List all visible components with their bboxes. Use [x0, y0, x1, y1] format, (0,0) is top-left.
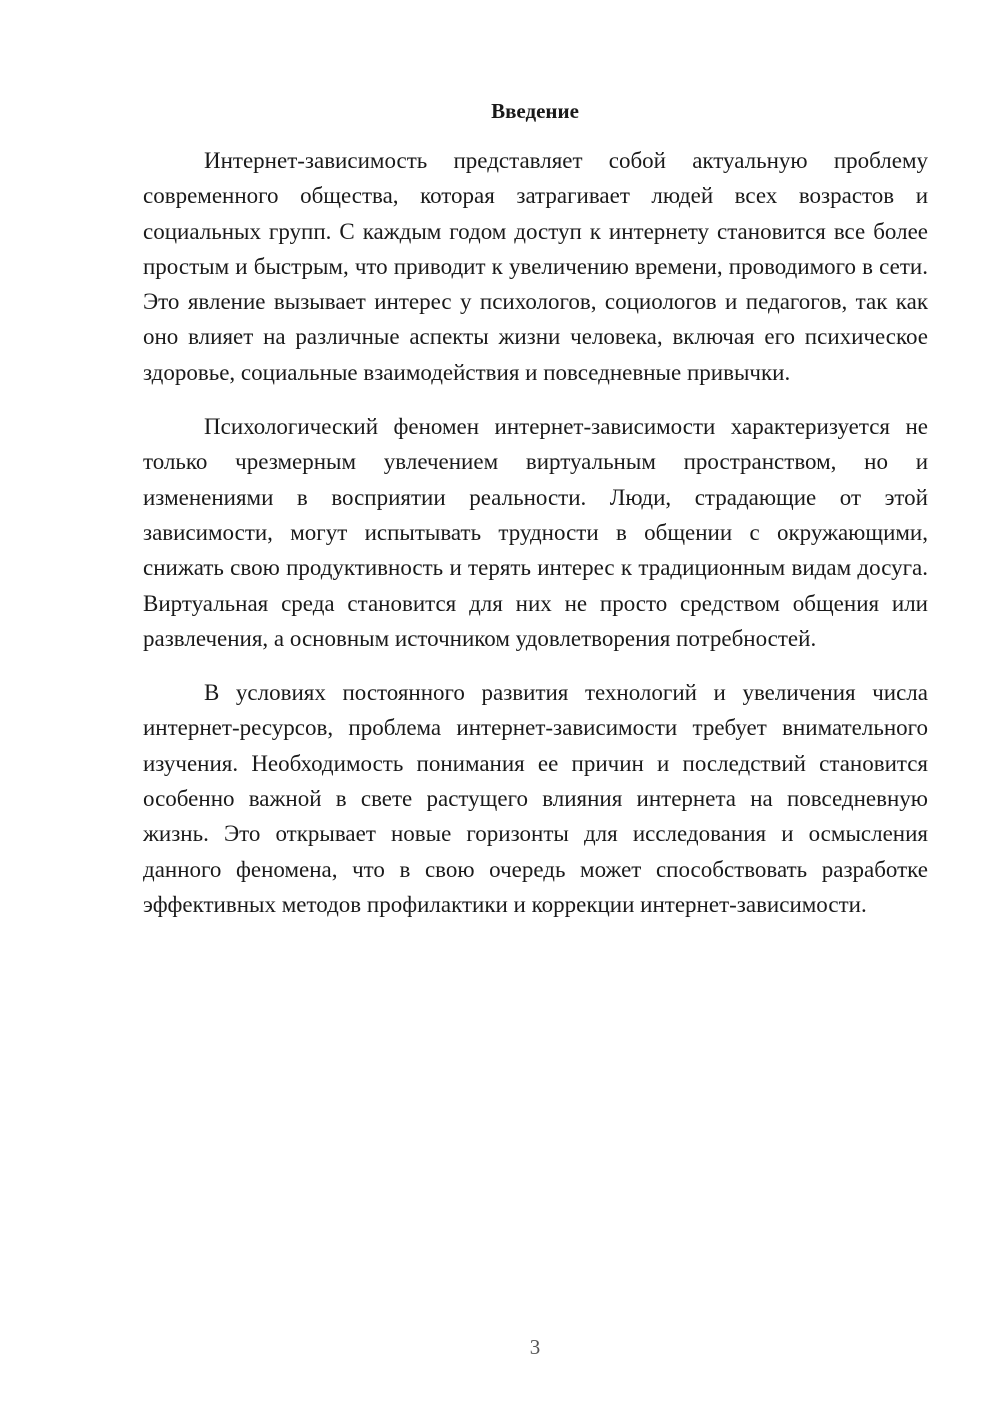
- paragraph-3: В условиях постоянного развития технологий и увеличения числа интернет-ресурсов, проблема интернет-зависимости требует внимательного изучения. Необходимость понимания ее причин и последствий становится особенно важной в свете растущего влияния интернета на повседневную жизнь. Это открывает новые горизонты для исследования и осмысления данного феномена, что в свою очередь может способствовать разработке эффективных методов профилактики и коррекции интернет-зависимости.: [143, 680, 928, 917]
- paragraph-2: Психологический феномен интернет-зависимости характеризуется не только чрезмерным увлечением виртуальным пространством, но и изменениями в восприятии реальности. Люди, страдающие от этой зависимости, могут испытывать трудности в общении с окружающими, снижать свою продуктивность и терять интерес к традиционным видам досуга. Виртуальная среда становится для них не просто средством общения или развлечения, а основным источником удовлетворения потребностей.: [143, 414, 928, 651]
- body-text: [143, 143, 928, 941]
- page-number: 3: [529, 1335, 541, 1359]
- paragraph-1: Интернет-зависимость представляет собой актуальную проблему современного общества, которая затрагивает людей всех возрастов и социальных групп. С каждым годом доступ к интернету становится все более простым и быстрым, что приводит к увеличению времени, проводимого в сети. Это явление вызывает интерес у психологов, социологов и педагогов, так как оно влияет на различные аспекты жизни человека, включая его психическое здоровье, социальные взаимодействия и повседневные привычки.: [143, 148, 928, 385]
- section-heading: Введение: [491, 99, 579, 123]
